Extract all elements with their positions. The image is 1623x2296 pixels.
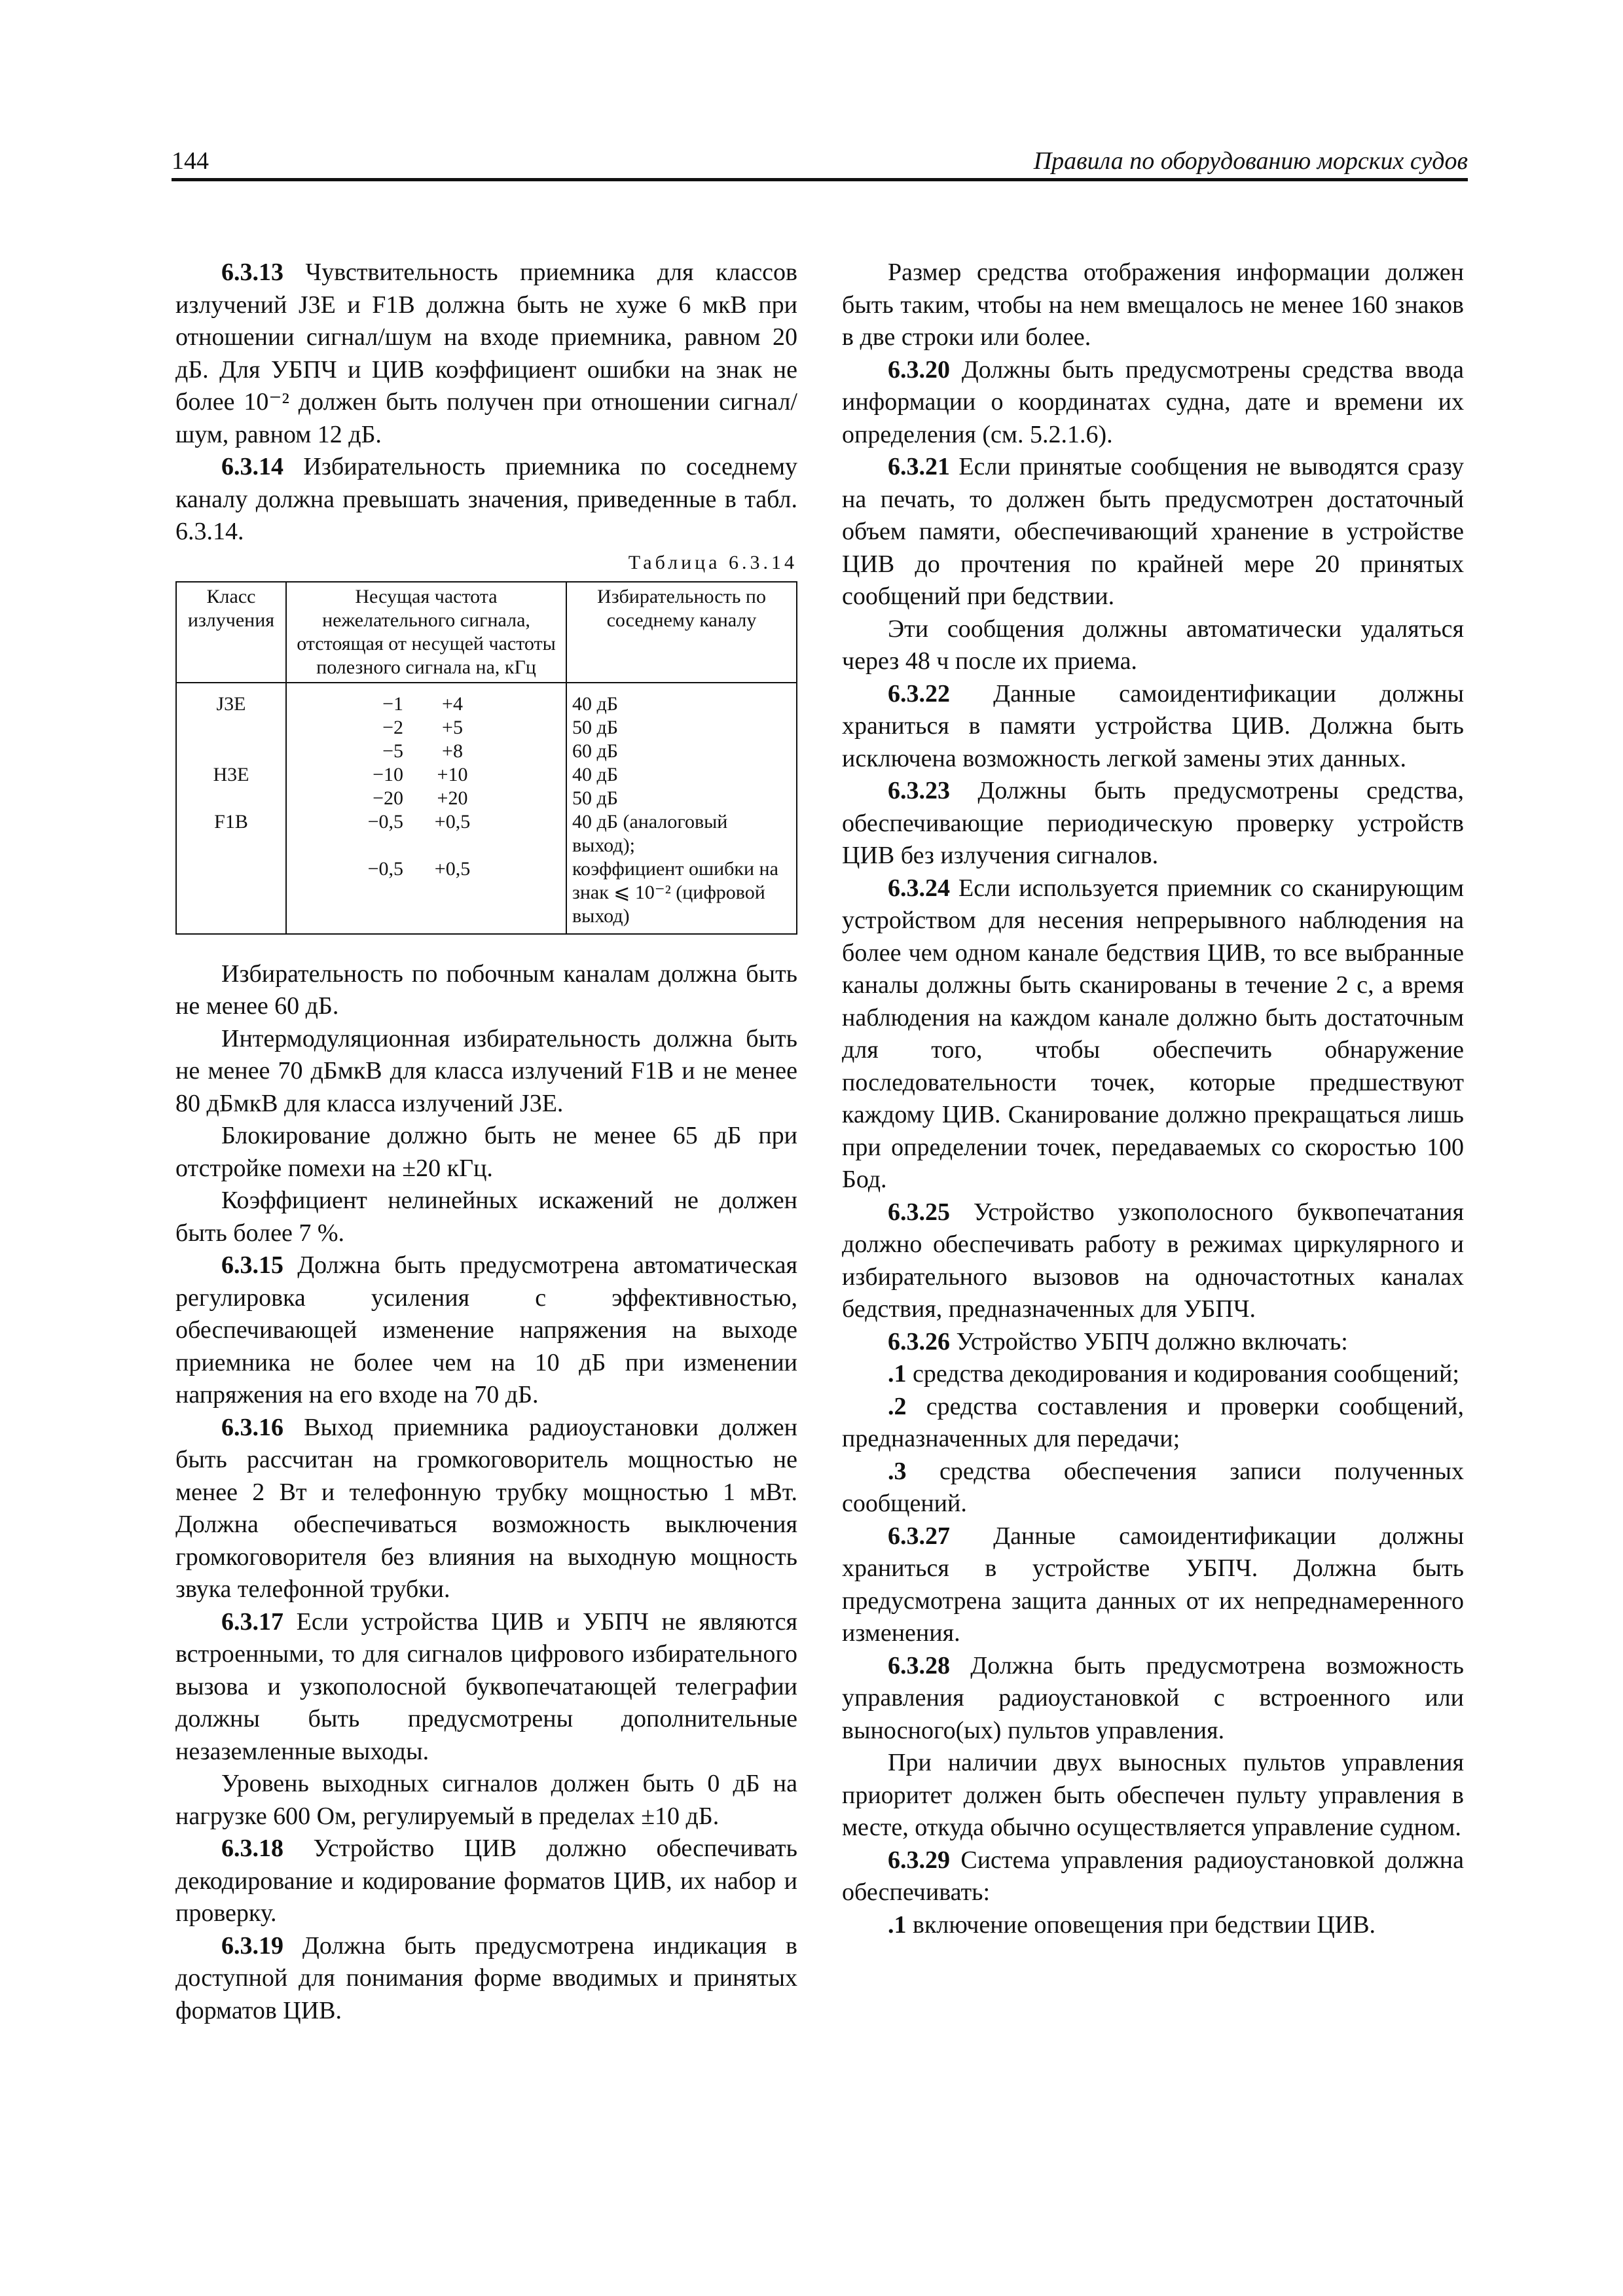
item-number: .2 [888,1392,907,1420]
offset-minus: −0,5 [367,810,403,833]
table-row [176,810,797,857]
section-number: 6.3.17 [221,1607,283,1636]
paragraph-text: Должна быть предусмотрена индикация в доступной для понимания форме вводимых и принятых форматов ЦИВ. [175,1931,797,2024]
paragraph-blocking: Блокирование должно быть не менее 65 дБ при отстройке помехи на ±20 кГц. [175,1122,797,1182]
offset-minus: −10 [373,763,403,785]
list-item [842,1909,1464,1942]
cell-offset [286,857,566,934]
page-header [172,145,1468,181]
paragraph-6-3-13 [175,257,797,451]
item-number: .1 [888,1910,907,1939]
section-number: 6.3.20 [888,355,950,384]
paragraph-6-3-20 [842,354,1464,452]
section-number: 6.3.19 [221,1931,283,1960]
list-item [842,1456,1464,1520]
offset-plus: +0,5 [434,857,471,880]
paragraph-text: Устройство УБПЧ должно включать: [950,1327,1348,1355]
cell-offset [286,810,566,857]
section-number: 6.3.18 [221,1835,283,1862]
cell-selectivity: 50 дБ [566,716,797,740]
section-number: 6.3.29 [888,1846,950,1874]
paragraph-text: Если используется приемник со сканирующим устройством для несения непрерывного наблюдения на более чем одном канале бедствия ЦИВ, то все выбранные каналы должны быть сканированы в течение 2 с, а время наблюдения на каждом канале должно быть достаточным для того, чтобы обеспечить обнаружение последовательности точек, которые предшествуют каждому ЦИВ. Сканирование должно прекращаться лишь при определении точек, передаваемых со скоростью 100 Бод. [842,874,1464,1193]
section-number: 6.3.23 [888,777,950,804]
item-text: средства составления и проверки сообщений, предназначенных для передачи; [842,1392,1464,1452]
cell-selectivity: коэффициент ошибки на знак ⩽ 10⁻² (цифровой выход) [566,857,797,934]
cell-class [176,740,286,763]
paragraph-text: Если устройства ЦИВ и УБПЧ не являются встроенными, то для сигналов цифрового избирательного вызова и узкополосной буквопечатающей телеграфии должны быть предусмотрены дополнительные незаземленные выходы. [175,1607,797,1765]
cell-selectivity: 50 дБ [566,787,797,810]
paragraph-distortion: Коэффициент нелинейных искажений не должен быть более 7 %. [175,1187,797,1247]
item-number: .1 [888,1360,907,1388]
paragraph-6-3-17 [175,1606,797,1768]
cell-selectivity: 40 дБ [566,683,797,716]
paragraph-6-3-26 [842,1326,1464,1359]
page-number: 144 [172,147,209,175]
paragraph-6-3-19 [175,1930,797,2028]
table-caption: Таблица 6.3.14 [628,551,797,573]
paragraph-text: Данные самоидентификации должны храниться в памяти устройства ЦИВ. Должна быть исключена возможность легкой замены этих данных. [842,679,1464,772]
offset-minus: −20 [373,787,403,809]
table-header-row [176,582,797,683]
section-number: 6.3.26 [888,1327,950,1355]
section-number: 6.3.21 [888,453,950,480]
paragraph-6-3-22 [842,678,1464,776]
paragraph-text: Избирательность приемника по соседнему каналу должна превышать значения, приведенные в табл. 6.3.14. [175,453,797,545]
header-selectivity: Избирательность по соседнему каналу [566,582,797,683]
section-number: 6.3.15 [221,1251,283,1279]
offset-plus: +4 [442,692,463,715]
paragraph-text: Должны быть предусмотрены средства ввода информации о координатах судна, дате и времени их определения (см. 5.2.1.6). [842,355,1464,448]
section-number: 6.3.24 [888,874,950,902]
left-column [175,257,797,2027]
paragraph-6-3-18 [175,1833,797,1930]
paragraph-text: Данные самоидентификации должны храниться в устройстве УБПЧ. Должна быть предусмотрена защита данных от их непреднамеренного изменения. [842,1522,1464,1647]
offset-minus: −2 [382,716,403,738]
cell-class: J3E [176,683,286,716]
table-row [176,683,797,716]
table-row [176,787,797,810]
offset-plus: +8 [442,740,463,762]
paragraph-text: Должны быть предусмотрены средства, обеспечивающие периодическую проверку устройств ЦИВ без излучения сигналов. [842,777,1464,869]
running-title: Правила по оборудованию морских судов [1033,147,1468,175]
cell-offset [286,763,566,787]
item-text: средства обеспечения записи полученных сообщений. [842,1457,1464,1517]
paragraph-6-3-21 [842,451,1464,613]
offset-plus: +10 [437,763,468,785]
paragraph-6-3-28 [842,1650,1464,1748]
item-number: .3 [888,1457,907,1485]
paragraph-priority: При наличии двух выносных пультов управления приоритет должен быть обеспечен пульту управления в месте, откуда обычно осуществляется управление судном. [842,1749,1464,1841]
cell-class [176,857,286,934]
selectivity-table [175,581,797,935]
paragraph-text: Устройство узкополосного буквопечатания должно обеспечивать работу в режимах циркулярного и избирательного вызовов на одночастотных каналах бедствия, предназначенных для УБПЧ. [842,1198,1464,1323]
paragraph-spurious: Избирательность по побочным каналам должна быть не менее 60 дБ. [175,960,797,1020]
cell-selectivity: 60 дБ [566,740,797,763]
section-number: 6.3.16 [221,1413,283,1441]
header-emission-class: Класс излучения [176,582,286,683]
paragraph-6-3-29 [842,1844,1464,1909]
list-item [842,1391,1464,1456]
cell-offset [286,683,566,716]
paragraph-6-3-24 [842,872,1464,1196]
section-number: 6.3.22 [888,679,950,708]
item-text: средства декодирования и кодирования сообщений; [906,1360,1459,1388]
right-column [842,257,1464,1941]
offset-plus: +5 [442,716,463,738]
offset-plus: +20 [437,787,468,809]
offset-minus: −1 [382,692,403,715]
cell-offset [286,716,566,740]
paragraph-text: Устройство ЦИВ должно обеспечивать декодирование и кодирование форматов ЦИВ, их набор и проверку. [175,1835,797,1927]
table-row [176,857,797,934]
section-number: 6.3.14 [221,453,283,480]
paragraph-6-3-27 [842,1520,1464,1650]
list-item [842,1358,1464,1391]
section-number: 6.3.27 [888,1522,950,1550]
paragraph-6-3-15 [175,1249,797,1412]
paragraph-text: Должна быть предусмотрена автоматическая регулировка усиления с эффективностью, обеспечивающей изменение напряжения на выходе приемника не более чем на 10 дБ при изменении напряжения на его входе на 70 дБ. [175,1251,797,1408]
cell-selectivity: 40 дБ (аналоговый выход); [566,810,797,857]
paragraph-output-level: Уровень выходных сигналов должен быть 0 дБ на нагрузке 600 Ом, регулируемый в пределах ±10 дБ. [175,1770,797,1830]
paragraph-text: Должна быть предусмотрена возможность управления радиоустановкой с встроенного или выносного(ых) пультов управления. [842,1651,1464,1744]
table-row [176,716,797,740]
cell-class: H3E [176,763,286,787]
section-number: 6.3.13 [221,259,283,286]
cell-offset [286,740,566,763]
section-number: 6.3.25 [888,1198,950,1226]
paragraph-6-3-23 [842,775,1464,872]
cell-offset [286,787,566,810]
paragraph-text: Если принятые сообщения не выводятся сразу на печать, то должен быть предусмотрен достаточный объем памяти, обеспечивающий хранение в устройстве ЦИВ до прочтения по крайней мере 20 принятых сообщений при бедствии. [842,453,1464,610]
item-text: включение оповещения при бедствии ЦИВ. [906,1910,1376,1939]
paragraph-6-3-14 [175,451,797,548]
cell-selectivity: 40 дБ [566,763,797,787]
table-row [176,740,797,763]
cell-class: F1B [176,810,286,857]
paragraph-6-3-16 [175,1412,797,1606]
cell-class [176,716,286,740]
paragraph-6-3-25 [842,1196,1464,1326]
section-number: 6.3.28 [888,1651,950,1679]
table-row [176,763,797,787]
offset-minus: −5 [382,740,403,762]
paragraph-intermod: Интермодуляционная избирательность должна быть не менее 70 дБмкВ для класса излучений F1B и не менее 80 дБмкВ для класса излучений J3E. [175,1024,797,1117]
paragraph-text: Чувствительность приемника для классов излучений J3E и F1B должна быть не хуже 6 мкВ при отношении сигнал/шум на входе приемника, равном 20 дБ. Для УБПЧ и ЦИВ коэффициент ошибки на знак не более 10⁻² должен быть получен при отношении сигнал/шум, равном 12 дБ. [175,259,797,448]
paragraph-text: Выход приемника радиоустановки должен быть рассчитан на громкоговоритель мощностью не менее 2 Вт и телефонную трубку мощностью 1 мВт. Должна обеспечиваться возможность выключения громкоговорителя без влияния на выходную мощность звука телефонной трубки. [175,1413,797,1603]
paragraph-auto-delete: Эти сообщения должны автоматически удаляться через 48 ч после их приема. [842,615,1464,675]
header-carrier-offset: Несущая частота нежелательного сигнала, отстоящая от несущей частоты полезного сигнала на, кГц [286,582,566,683]
offset-minus: −0,5 [367,857,403,880]
cell-class [176,787,286,810]
offset-plus: +0,5 [434,810,471,833]
paragraph-text: Система управления радиоустановкой должна обеспечивать: [842,1846,1464,1906]
paragraph-display-size: Размер средства отображения информации должен быть таким, чтобы на нем вмещалось не менее 160 знаков в две строки или более. [842,259,1464,351]
